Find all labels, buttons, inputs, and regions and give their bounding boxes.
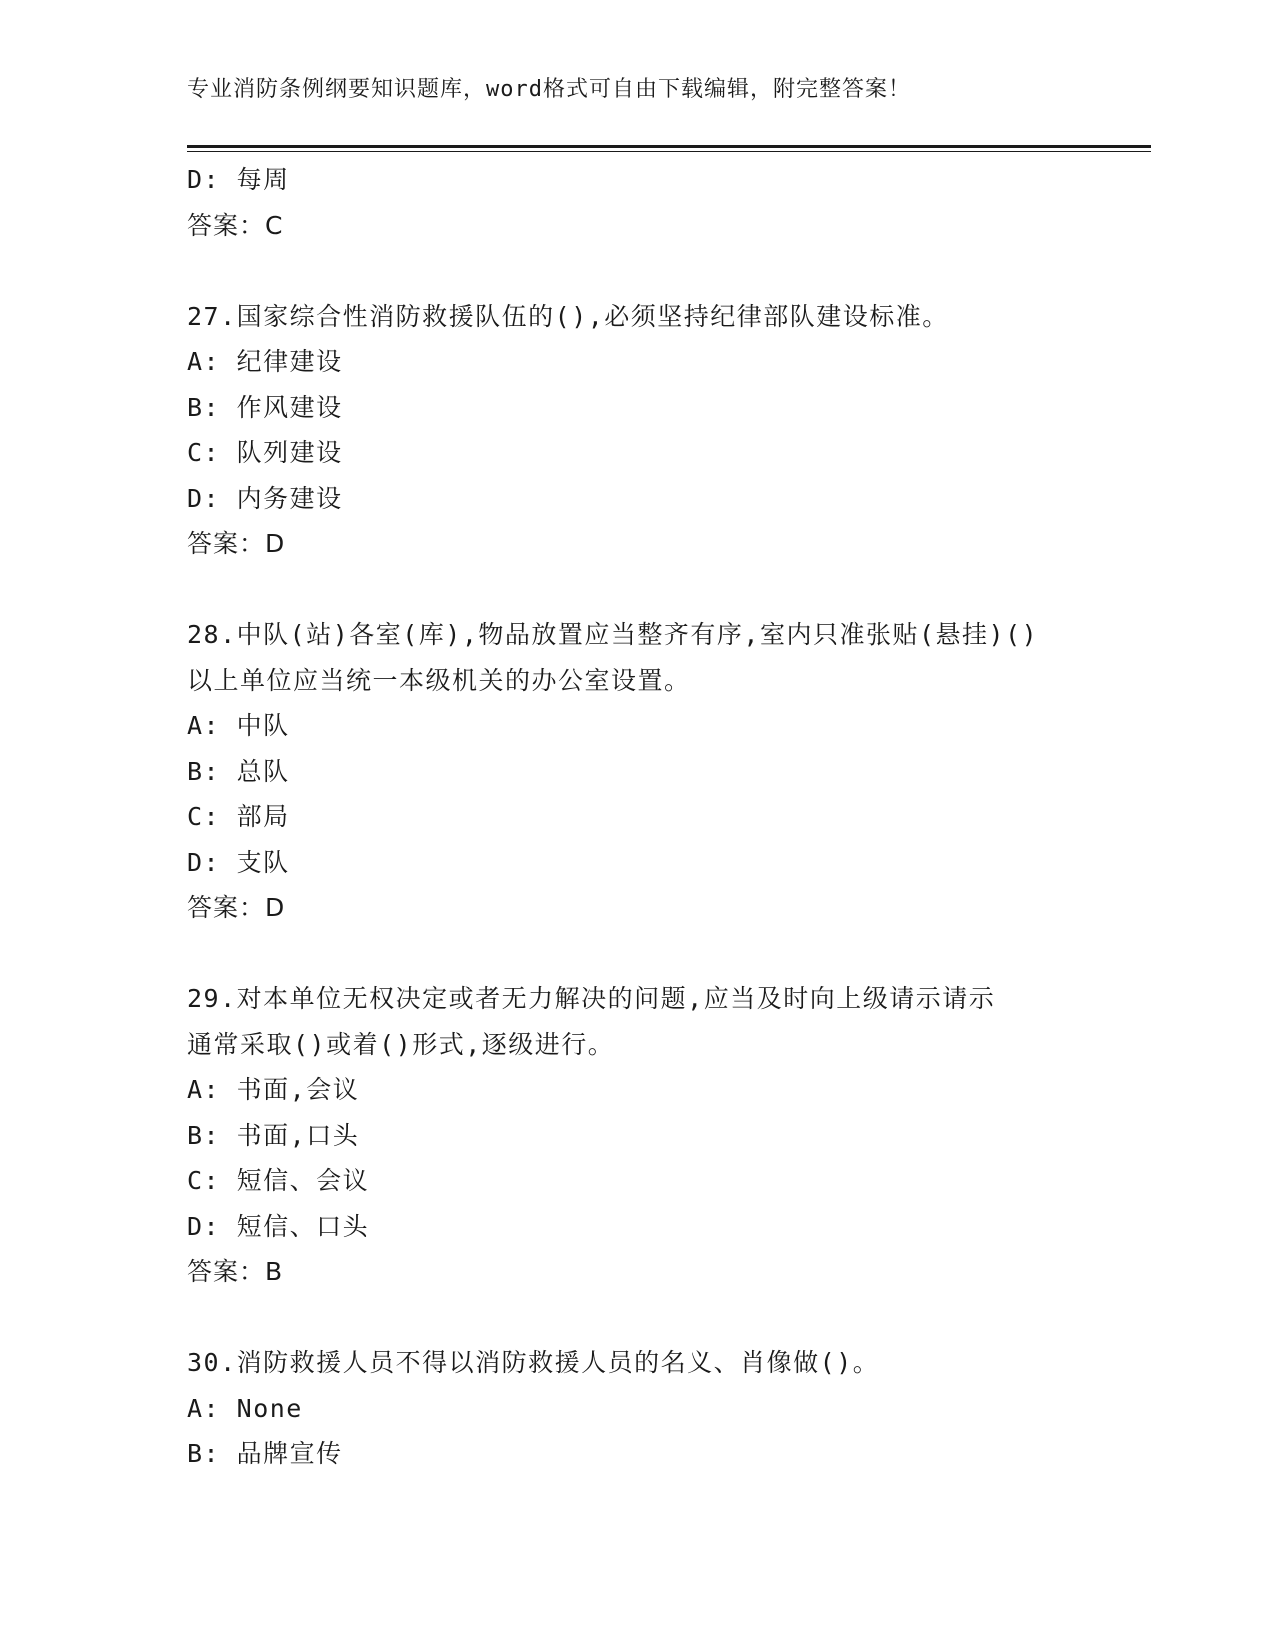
option-item: D: 短信、口头 xyxy=(187,1211,370,1241)
option-item: A: 中队 xyxy=(187,711,290,740)
option-item: B: 书面,口头 xyxy=(187,1120,360,1150)
option-item: C: 短信、会议 xyxy=(187,1166,370,1195)
option-item: D: 内务建设 xyxy=(187,483,343,513)
question-text-continued: 通常采取()或着()形式,逐级进行。 xyxy=(187,1029,615,1059)
option-item: B: 品牌宣传 xyxy=(187,1439,343,1468)
option-item: A: 纪律建设 xyxy=(187,347,343,376)
answer-line: 答案：B xyxy=(187,1257,284,1286)
option-item: A: None xyxy=(187,1393,303,1423)
option-item: C: 部局 xyxy=(187,802,290,831)
answer-line: 答案：C xyxy=(187,210,284,240)
spacer xyxy=(187,1295,1087,1341)
option-item: B: 作风建设 xyxy=(187,392,343,422)
question-text: 27.国家综合性消防救援队伍的(),必须坚持纪律部队建设标准。 xyxy=(187,301,949,331)
question-block xyxy=(187,976,1087,1295)
header-divider xyxy=(187,145,1151,152)
option-item: D: 支队 xyxy=(187,847,290,877)
answer-line: 答案：D xyxy=(187,529,286,558)
spacer xyxy=(187,567,1087,613)
question-text: 28.中队(站)各室(库),物品放置应当整齐有序,室内只准张贴(悬挂)() xyxy=(187,620,1039,649)
question-text: 29.对本单位无权决定或者无力解决的问题,应当及时向上级请示请示 xyxy=(187,984,996,1013)
question-block xyxy=(187,294,1087,567)
option-item: A: 书面,会议 xyxy=(187,1075,360,1104)
question-block xyxy=(187,612,1087,931)
option-item: B: 总队 xyxy=(187,756,290,786)
question-block xyxy=(187,1340,1087,1477)
question-list xyxy=(187,157,1087,1477)
page-header: 专业消防条例纲要知识题库，word格式可自由下载编辑，附完整答案！ xyxy=(187,77,911,102)
answer-line: 答案：D xyxy=(187,893,286,922)
question-text-continued: 以上单位应当统一本级机关的办公室设置。 xyxy=(187,665,691,695)
spacer xyxy=(187,248,1087,294)
spacer xyxy=(187,931,1087,977)
question-text: 30.消防救援人员不得以消防救援人员的名义、肖像做()。 xyxy=(187,1348,880,1377)
option-item: C: 队列建设 xyxy=(187,438,343,467)
option-item: D: 每周 xyxy=(187,165,290,194)
